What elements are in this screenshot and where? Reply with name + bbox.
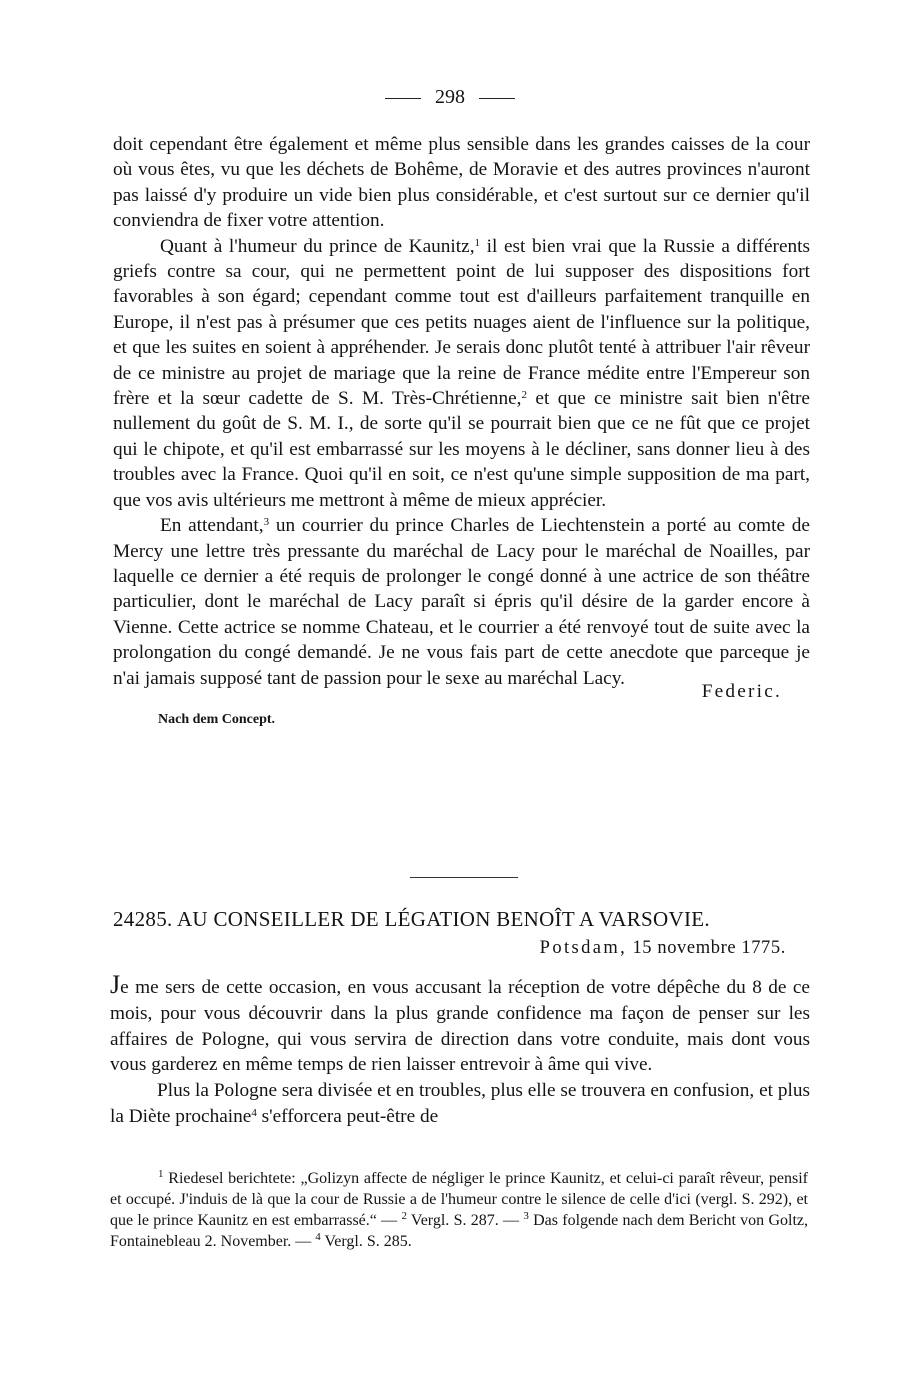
dateline [540,938,786,959]
initial-letter: J [110,970,121,999]
paragraph-3 [113,513,810,691]
paragraph-3-end: un courrier du prince Charles de Liechtenstein a porté au comte de Mercy une lettre très pressante du maréchal de Lacy pour le maréchal de Noailles, par laquelle ce dernier a été requis de prolonger le congé donné à une actrice de son théâtre particulier, dont le maréchal de Lacy paraît si épris qu'il désire de la garder encore à Vienne. Cette actrice se nomme Chateau, et le courrier a été renvoyé tout de suite avec la prolongation du congé demandé. Je ne vous fais part de cette anecdote que parceque je n'ai jamais supposé tant de passion pour le sexe au maréchal Lacy. [113,515,810,689]
footnote-mark-1: 1 [158,1168,164,1180]
paragraph-3-start: En attendant, [160,515,264,537]
paragraph-2 [113,234,810,513]
dateline-date: 15 novembre 1775. [632,938,786,958]
dash-right [479,98,515,99]
paragraph-1 [113,132,810,234]
page-number-text: 298 [435,86,465,108]
letter-1-body [113,132,810,730]
letter-2-body [110,972,810,1130]
letter-2-paragraph-1-text: e me sers de cette occasion, en vous accusant la réception de votre dépêche du 8 de ce mois, pour vous découvrir dans la plus grande confidence ma façon de penser sur les affaires de Pologne, qui vous servira de direction dans votre conduite, mais dont vous vous garderez en même temps de rien laisser entrevoir à âme qui vive. [110,977,810,1076]
footnote-1-text: Riedesel berichtete: „Golizyn affecte de négliger le prince Kaunitz, et celui-ci paraît rêveur, pensif et occupé. J'induis de là que la cour de Russie a de l'humeur contre le silence de celle d'ici (vergl. S. 292), et que le prince Kaunitz en est embarrassé.“ — [110,1170,808,1229]
footnote-ref-3[interactable]: 3 [263,516,270,529]
footnote-ref-4[interactable]: 4 [251,1106,257,1119]
letter-2-paragraph-1 [110,972,810,1078]
letter-2-paragraph-2-end: s'efforcera peut-être de [256,1105,439,1127]
footnote-ref-1[interactable]: 1 [474,236,481,249]
signature-row [113,680,810,716]
paragraph-1-text: doit cependant être également et même plus sensible dans les grandes caisses de la cour où vous êtes, vu que les déchets de Bohême, de Moravie et des autres provinces n'auront pas laissé d'y produire un vide bien plus considérable, et c'est surtout sur ce dernier qu'il conviendra de fixer votre attention. [113,134,810,232]
letter-2-paragraph-2-start: Plus la Pologne sera divisée et en troubles, plus elle se trouvera en confusion, et plus la Diète prochaine [110,1080,810,1127]
dateline-place: Potsdam, [539,938,628,958]
page-number [0,86,900,109]
footnote-mark-3: 3 [523,1210,529,1222]
footnote-ref-2[interactable]: 2 [521,389,527,402]
footnote-mark-2: 2 [401,1210,407,1222]
letter-title: AU CONSEILLER DE LÉGATION BENOÎT A VARSOVIE. [176,907,710,931]
letter-2-paragraph-2 [110,1078,810,1130]
footnotes [110,1168,808,1252]
dash-left [385,98,421,99]
paragraph-2-middle: il est bien vrai que la Russie a différents griefs contre sa cour, qui ne permettent point de lui supposer des dispositions fort favorables à son égard; cependant comme tout est d'ailleurs parfaitement tranquille en Europe, il n'est pas à présumer que ces petits nuages aient de l'influence sur la politique, et que les suites en soient à appréhender. Je serais donc plutôt tenté à attribuer l'air rêveur de ce ministre au projet de mariage que la reine de France médite entre l'Empereur son frère et la sœur cadette de S. M. Très-Chrétienne, [113,235,811,410]
letter-number: 24285. [113,907,173,931]
footnote-4-text: Vergl. S. 285. [320,1233,412,1250]
paragraph-2-end: et que ce ministre sait bien n'être nullement du goût de S. M. I., de sorte qu'il se pourrait bien que ce ne fût que ce projet qui le chipote, et qu'il est embarrassé sur les moyens à le décliner, sans donner lieu à des troubles avec la France. Quoi qu'il en soit, ce n'est qu'une simple supposition de ma part, que vos avis ultérieurs me mettront à même de mieux apprécier. [113,388,810,511]
footnote-block [110,1168,808,1252]
letter-2-heading [113,907,813,932]
paragraph-2-start: Quant à l'humeur du prince de Kaunitz, [160,235,475,257]
signature: Federic. [701,680,782,702]
section-divider [410,877,518,878]
footnote-mark-4: 4 [315,1231,321,1243]
source-note: Nach dem Concept. [158,711,276,727]
footnote-3-text: Das folgende nach dem Bericht von Goltz, Fontainebleau 2. November. — [110,1212,809,1250]
footnote-2-text: Vergl. S. 287. — [406,1212,524,1229]
